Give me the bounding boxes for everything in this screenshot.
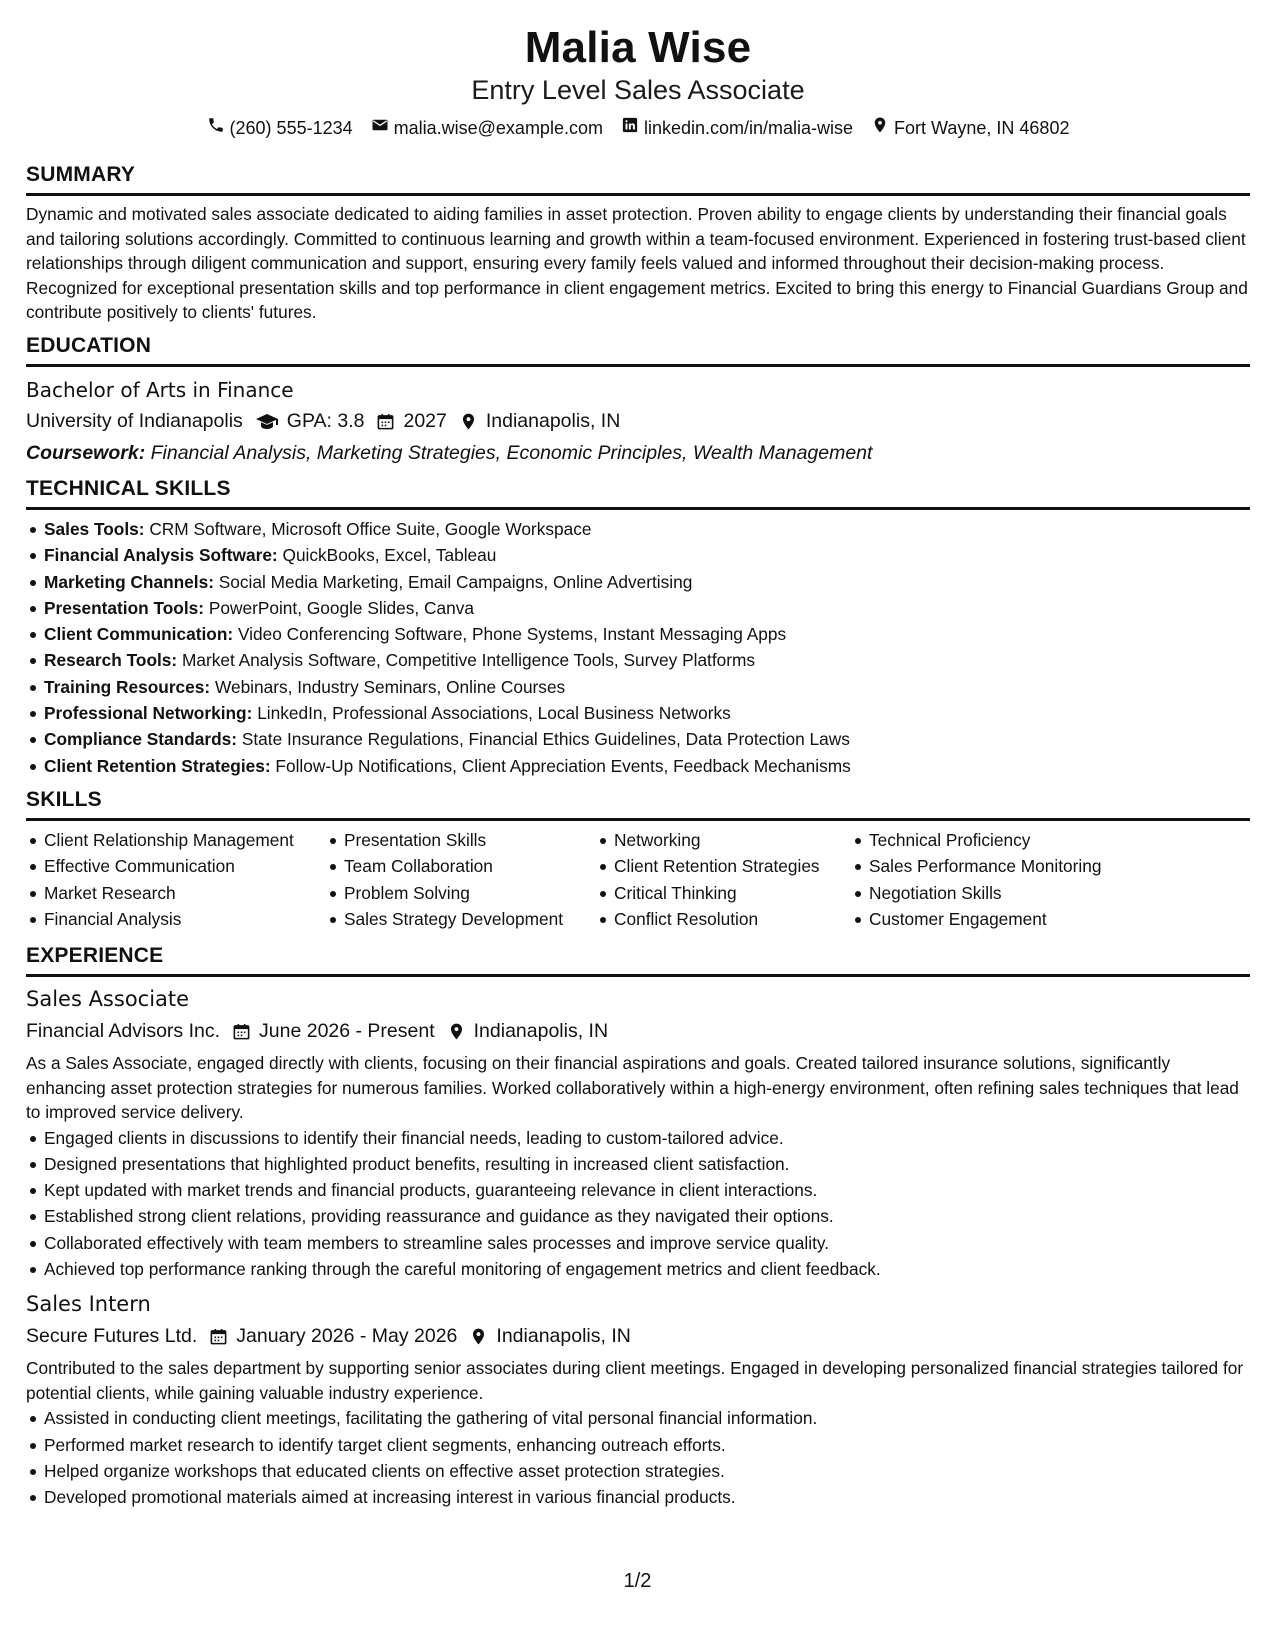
section-divider xyxy=(26,974,1250,977)
envelope-icon xyxy=(371,116,389,140)
list-item: Client Relationship Management xyxy=(26,827,326,853)
skills-column xyxy=(26,827,326,932)
job-bullets xyxy=(26,1405,1250,1510)
job-entry xyxy=(26,1290,1250,1510)
list-item: Performed market research to identify target client segments, enhancing outreach efforts. xyxy=(26,1432,1250,1458)
technical-skills-list xyxy=(26,516,1250,779)
list-item: Client Retention Strategies: Follow-Up Notifications, Client Appreciation Events, Feedback Mechanisms xyxy=(26,753,1250,779)
map-pin-icon xyxy=(871,116,889,140)
list-item: Sales Performance Monitoring xyxy=(851,853,1181,879)
list-item: Training Resources: Webinars, Industry Seminars, Online Courses xyxy=(26,674,1250,700)
map-pin-icon xyxy=(447,1022,466,1041)
list-item: Sales Strategy Development xyxy=(326,906,596,932)
list-item: Research Tools: Market Analysis Software, Competitive Intelligence Tools, Survey Platforms xyxy=(26,647,1250,673)
job-meta xyxy=(26,1322,1250,1350)
school-location: Indianapolis, IN xyxy=(485,410,621,432)
list-item: Client Communication: Video Conferencing Software, Phone Systems, Instant Messaging Apps xyxy=(26,621,1250,647)
section-title: SKILLS xyxy=(26,788,102,811)
job-summary: As a Sales Associate, engaged directly with clients, focusing on their financial aspirations and goals. Created tailored insurance solutions, significantly enhancing asset protection strategies for numerous families. Worked collaboratively within a high-energy environment, often refining sales techniques that lead to improved service delivery. xyxy=(26,1053,1239,1122)
degree-title: Bachelor of Arts in Finance xyxy=(26,378,294,402)
list-item: Customer Engagement xyxy=(851,906,1181,932)
section-divider xyxy=(26,818,1250,821)
skills-column xyxy=(326,827,596,932)
list-item: Sales Tools: CRM Software, Microsoft Office Suite, Google Workspace xyxy=(26,516,1250,542)
company-name: Financial Advisors Inc. xyxy=(26,1020,221,1042)
contact-linkedin[interactable] xyxy=(621,116,853,140)
coursework-list: Financial Analysis, Marketing Strategies, Economic Principles, Wealth Management xyxy=(150,442,873,464)
list-item: Technical Proficiency xyxy=(851,827,1181,853)
list-item: Developed promotional materials aimed at increasing interest in various financial products. xyxy=(26,1484,1250,1510)
list-item: Client Retention Strategies xyxy=(596,853,851,879)
list-item: Financial Analysis Software: QuickBooks, Excel, Tableau xyxy=(26,542,1250,568)
section-title: EDUCATION xyxy=(26,334,152,357)
list-item: Achieved top performance ranking through the careful monitoring of engagement metrics and client feedback. xyxy=(26,1256,1250,1282)
resume-page xyxy=(26,0,1250,1508)
candidate-headline: Entry Level Sales Associate xyxy=(471,75,805,105)
contact-email[interactable] xyxy=(371,116,603,140)
list-item: Networking xyxy=(596,827,851,853)
list-item: Established strong client relations, providing reassurance and guidance as they navigated their options. xyxy=(26,1203,1250,1229)
job-title: Sales Intern xyxy=(26,1292,151,1317)
graduation-cap-icon xyxy=(255,409,279,433)
section-title: SUMMARY xyxy=(26,163,136,186)
list-item: Market Research xyxy=(26,880,326,906)
job-bullets xyxy=(26,1125,1250,1283)
school-name: University of Indianapolis xyxy=(26,410,243,432)
linkedin-icon xyxy=(621,116,639,140)
list-item: Effective Communication xyxy=(26,853,326,879)
job-summary: Contributed to the sales department by supporting senior associates during client meetings. Engaged in developing personalized financial strategies tailored for potential clients, while gaining valuable industry experience. xyxy=(26,1358,1244,1403)
list-item: Problem Solving xyxy=(326,880,596,906)
list-item: Designed presentations that highlighted product benefits, resulting in increased client satisfaction. xyxy=(26,1151,1250,1177)
section-title: EXPERIENCE xyxy=(26,944,164,967)
page-number: 1/2 xyxy=(623,1570,652,1592)
coursework-label: Coursework: xyxy=(26,442,146,464)
contact-phone xyxy=(207,116,353,140)
section-divider xyxy=(26,364,1250,367)
list-item: Engaged clients in discussions to identify their financial needs, leading to custom-tailored advice. xyxy=(26,1125,1250,1151)
education-meta xyxy=(26,407,1250,435)
skills-column xyxy=(851,827,1181,932)
summary-text: Dynamic and motivated sales associate dedicated to aiding families in asset protection. Proven ability to engage clients by understanding their financial goals and tailoring solutions accordingly. Committed to continuous learning and growth within a team-focused environment. Experienced in fostering trust-based client relationships through diligent communication and support, ensuring every family feels valued and informed throughout their decision-making process. Recognized for exceptional presentation skills and top performance in client engagement metrics. Excited to bring this energy to Financial Guardians Group and contribute positively to clients' futures. xyxy=(26,204,1248,322)
skills-column xyxy=(596,827,851,932)
list-item: Marketing Channels: Social Media Marketing, Email Campaigns, Online Advertising xyxy=(26,569,1250,595)
list-item: Presentation Tools: PowerPoint, Google Slides, Canva xyxy=(26,595,1250,621)
graduation-year: 2027 xyxy=(403,410,447,432)
list-item: Assisted in conducting client meetings, facilitating the gathering of vital personal financial information. xyxy=(26,1405,1250,1431)
list-item: Kept updated with market trends and financial products, guaranteeing relevance in client interactions. xyxy=(26,1177,1250,1203)
calendar-icon xyxy=(376,412,395,431)
skills-grid xyxy=(26,827,1250,932)
list-item: Conflict Resolution xyxy=(596,906,851,932)
contact-row xyxy=(26,116,1250,140)
list-item: Financial Analysis xyxy=(26,906,326,932)
coursework-line xyxy=(26,439,1250,467)
list-item: Compliance Standards: State Insurance Regulations, Financial Ethics Guidelines, Data Protection Laws xyxy=(26,726,1250,752)
list-item: Critical Thinking xyxy=(596,880,851,906)
candidate-name: Malia Wise xyxy=(524,23,752,72)
resume-header xyxy=(26,0,1250,140)
list-item: Helped organize workshops that educated clients on effective asset protection strategies. xyxy=(26,1458,1250,1484)
location-text: Fort Wayne, IN 46802 xyxy=(894,118,1070,138)
list-item: Team Collaboration xyxy=(326,853,596,879)
phone-icon xyxy=(207,116,225,140)
linkedin-text: linkedin.com/in/malia-wise xyxy=(643,118,854,138)
technical-skills-section xyxy=(26,476,1250,779)
map-pin-icon xyxy=(469,1327,488,1346)
calendar-icon xyxy=(209,1327,228,1346)
section-title: TECHNICAL SKILLS xyxy=(26,477,231,500)
list-item: Professional Networking: LinkedIn, Professional Associations, Local Business Networks xyxy=(26,700,1250,726)
job-entry xyxy=(26,985,1250,1282)
summary-section xyxy=(26,162,1250,325)
email-text: malia.wise@example.com xyxy=(393,118,603,138)
section-divider xyxy=(26,507,1250,510)
job-dates: January 2026 - May 2026 xyxy=(236,1325,458,1348)
experience-section xyxy=(26,943,1250,1510)
job-location: Indianapolis, IN xyxy=(496,1325,631,1348)
job-dates: June 2026 - Present xyxy=(259,1020,435,1042)
map-pin-icon xyxy=(459,412,478,431)
education-section xyxy=(26,333,1250,467)
section-divider xyxy=(26,193,1250,196)
contact-location xyxy=(871,116,1069,140)
list-item: Collaborated effectively with team members to streamline sales processes and improve service quality. xyxy=(26,1230,1250,1256)
calendar-icon xyxy=(232,1022,251,1041)
job-meta xyxy=(26,1017,1250,1045)
list-item: Negotiation Skills xyxy=(851,880,1181,906)
job-title: Sales Associate xyxy=(26,987,190,1011)
phone-text: (260) 555-1234 xyxy=(229,118,353,138)
skills-section xyxy=(26,787,1250,932)
company-name: Secure Futures Ltd. xyxy=(26,1325,198,1348)
job-location: Indianapolis, IN xyxy=(473,1020,609,1042)
list-item: Presentation Skills xyxy=(326,827,596,853)
gpa-text: GPA: 3.8 xyxy=(286,410,365,432)
